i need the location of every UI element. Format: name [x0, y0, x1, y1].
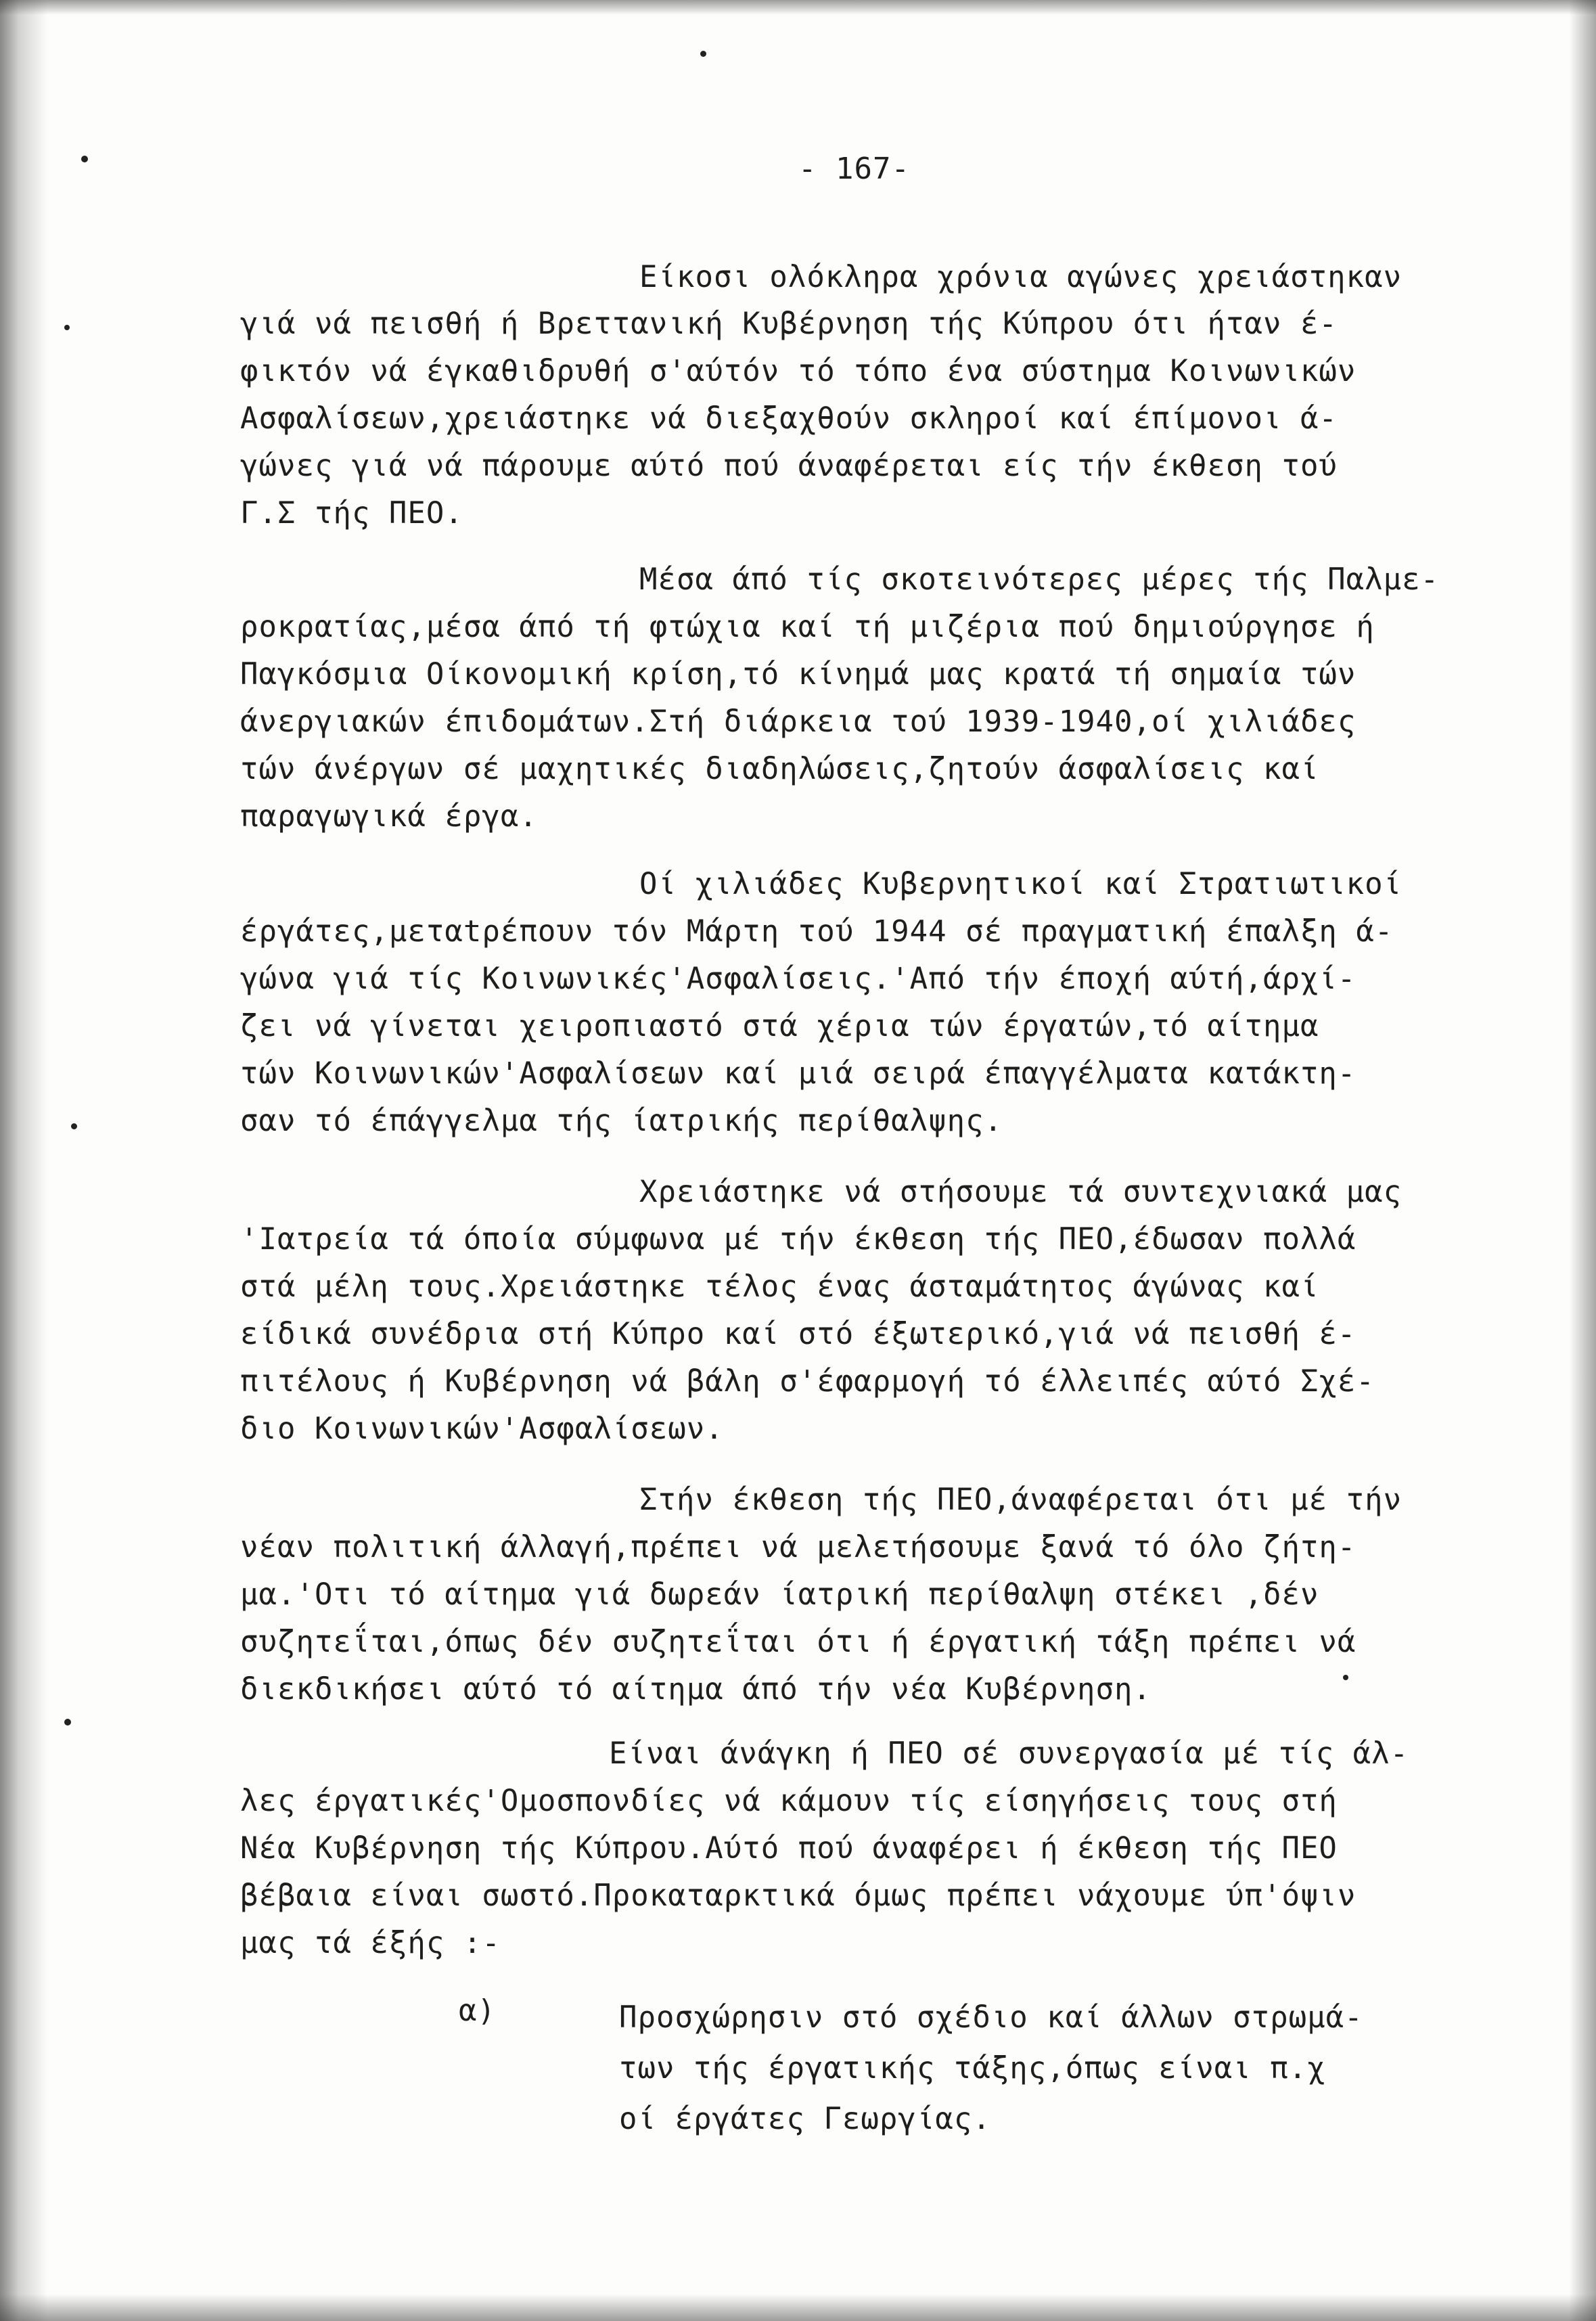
scan-edge-bottom: [0, 2294, 1596, 2321]
text-line: έργάτες,μεταtρέπουν τόν Μάρτη τού 1944 σέ πραγματική έπαλξη ά-: [240, 914, 1394, 949]
text-line: σαν τό έπάγγελμα τής ίατρικής περίθαλψης.: [240, 1104, 1003, 1138]
text-line: ζει νά γίνεται χειροπιαστό στά χέρια τών έργατών,τό αίτημα: [240, 1009, 1319, 1043]
text-line: μα.'Οτι τό αίτημα γιά δωρεάν ίατρική περίθαλψη στέκει ,δέν: [240, 1577, 1319, 1612]
text-line: διο Κοινωνικών'Ασφαλίσεων.: [240, 1412, 724, 1446]
scan-speck: [71, 1123, 77, 1129]
scan-speck: [700, 51, 706, 57]
text-line: διεκδικήσει αύτό τό αίτημα άπό τήν νέα Κυβέρνηση.: [240, 1672, 1152, 1707]
text-line: βέβαια είναι σωστό.Προκαταρκτικά όμως πρέπει νάχουμε ύπ'όψιν: [240, 1878, 1356, 1913]
text-line: Στήν έκθεση τής ΠΕΟ,άναφέρεται ότι μέ τήν: [639, 1483, 1403, 1517]
text-line: πιτέλους ή Κυβέρνηση νά βάλη σ'έφαρμογή τό έλλειπές αύτό Σχέ-: [240, 1364, 1375, 1399]
text-line: Ασφαλίσεων,χρειάστηκε νά διεξαχθούν σκληροί καί έπίμονοι ά-: [240, 401, 1338, 436]
text-line: Είκοσι ολόκληρα χρόνια αγώνες χρειάστηκαν: [639, 260, 1403, 294]
text-line: Γ.Σ τής ΠΕΟ.: [240, 496, 463, 531]
scan-speck: [81, 156, 88, 162]
text-line: Χρειάστηκε νά στήσουμε τά συντεχνιακά μας: [639, 1175, 1403, 1209]
list-item-line: Προσχώρησιν στό σχέδιο καί άλλων στρωμά-: [619, 2000, 1363, 2035]
list-marker: α): [459, 1993, 496, 2028]
text-line: γώνες γιά νά πάρουμε αύτό πού άναφέρεται είς τήν έκθεση τού: [240, 449, 1338, 483]
text-line: τών Κοινωνικών'Ασφαλίσεων καί μιά σειρά έπαγγέλματα κατάκτη-: [240, 1056, 1356, 1091]
scan-edge-right: [1569, 0, 1596, 2321]
text-line: νέαν πολιτική άλλαγή,πρέπει νά μελετήσουμε ξανά τό όλο ζήτη-: [240, 1530, 1356, 1564]
scan-speck: [1343, 1675, 1348, 1680]
text-line: Νέα Κυβέρνηση τής Κύπρου.Αύτό πού άναφέρει ή έκθεση τής ΠΕΟ: [240, 1831, 1338, 1866]
list-item-line: οί έργάτες Γεωργίας.: [619, 2102, 991, 2136]
text-line: Μέσα άπό τίς σκοτεινότερες μέρες τής Παλμε-: [639, 562, 1440, 597]
text-line: φικτόν νά έγκαθιδρυθή σ'αύτόν τό τόπο ένα σύστημα Κοινωνικών: [240, 354, 1356, 388]
text-line: άνεργιακών έπιδομάτων.Στή διάρκεια τού 1939-1940,οί χιλιάδες: [240, 704, 1356, 739]
list-item-line: των τής έργατικής τάξης,όπως είναι π.χ: [619, 2051, 1326, 2086]
text-line: λες έργατικές'Ομοσπονδίες νά κάμουν τίς είσηγήσεις τους στή: [240, 1784, 1338, 1818]
text-line: 'Ιατρεία τά όποία σύμφωνα μέ τήν έκθεση τής ΠΕΟ,έδωσαν πολλά: [240, 1222, 1356, 1257]
text-line: είδικά συνέδρια στή Κύπρο καί στό έξωτερικό,γιά νά πεισθή έ-: [240, 1317, 1356, 1351]
text-line: Είναι άνάγκη ή ΠΕΟ σέ συνεργασία μέ τίς άλ-: [609, 1736, 1409, 1771]
scan-edge-left: [0, 0, 47, 2321]
text-line: Οί χιλιάδες Κυβερνητικοί καί Στρατιωτικοί: [639, 867, 1403, 901]
text-line: τών άνέργων σέ μαχητικές διαδηλώσεις,ζητούν άσφαλίσεις καί: [240, 752, 1319, 786]
scan-speck: [64, 1719, 71, 1726]
scan-speck: [64, 325, 70, 330]
text-line: ροκρατίας,μέσα άπό τή φτώχια καί τή μιζέρια πού δημιούργησε ή: [240, 610, 1375, 644]
text-line: γώνα γιά τίς Κοινωνικές'Ασφαλίσεις.'Από τήν έποχή αύτή,άρχί-: [240, 962, 1356, 996]
text-line: μας τά έξής :-: [240, 1926, 501, 1960]
text-line: παραγωγικά έργα.: [240, 799, 538, 834]
text-line: γιά νά πεισθή ή Βρεττανική Κυβέρνηση τής Κύπρου ότι ήταν έ-: [240, 307, 1338, 341]
page-number: - 167-: [798, 152, 910, 186]
text-line: στά μέλη τους.Χρειάστηκε τέλος ένας άσταμάτητος άγώνας καί: [240, 1269, 1319, 1304]
text-line: Παγκόσμια Οίκονομική κρίση,τό κίνημά μας κρατά τή σημαία τών: [240, 657, 1356, 692]
text-line: συζητεΐται,όπως δέν συζητεΐται ότι ή έργατική τάξη πρέπει νά: [240, 1625, 1356, 1659]
scan-edge-top: [0, 0, 1596, 15]
